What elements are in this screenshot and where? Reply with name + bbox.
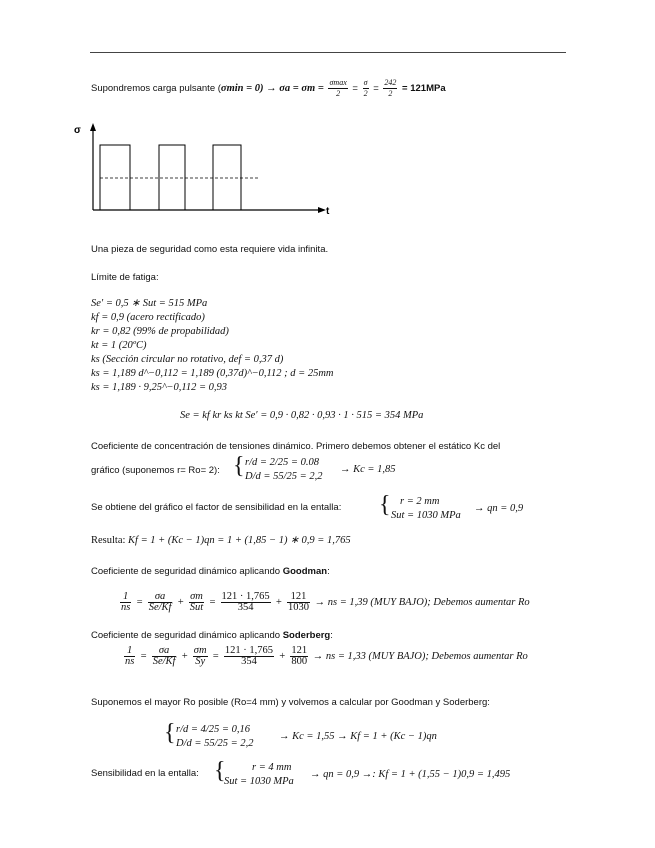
soderberg-lhs xyxy=(124,646,135,667)
soderberg-title-post: : xyxy=(330,630,333,641)
frac-den: 1030 xyxy=(288,602,310,613)
soderberg-title xyxy=(91,630,333,642)
fraction-242 xyxy=(383,78,397,99)
goodman-title xyxy=(91,566,330,578)
pulsating-load-line xyxy=(91,78,446,99)
fatigue-line-kt: kt = 1 (20ºC) xyxy=(91,340,147,351)
goodman-title-bold: Goodman xyxy=(282,566,328,577)
soderberg-num1 xyxy=(224,646,274,667)
kc-brace: { xyxy=(233,453,245,479)
sens-result: → qn = 0,9 →: Kf = 1 + (1,55 − 1)0,9 = 1,495 xyxy=(310,769,511,780)
resulta-label: Resulta: xyxy=(91,535,126,546)
fatigue-title: Límite de fatiga: xyxy=(91,272,159,283)
frac-num: 121 · 1,765 xyxy=(221,591,270,602)
fatigue-line-se-prime: Se′ = 0,5 ∗ Sut = 515 MPa xyxy=(91,298,208,309)
sigma-min: σmin = 0) → xyxy=(220,83,280,95)
frac-den: 2 xyxy=(388,89,393,98)
frac-den: Sy xyxy=(195,656,206,667)
goodman-title-post: : xyxy=(327,566,330,577)
frac-den: 800 xyxy=(291,656,308,667)
kc-text-2: gráfico (suponemos r= Ro= 2): xyxy=(91,465,220,476)
kc-result: → Kc = 1,85 xyxy=(340,464,396,475)
fatigue-line-kr: kr = 0,82 (99% de propabilidad) xyxy=(91,326,229,337)
y-axis-label: σ xyxy=(74,125,81,136)
ro-sys-1: r/d = 4/25 = 0,16 xyxy=(176,724,250,735)
frac-num: σ xyxy=(363,78,368,87)
frac-den: ns xyxy=(125,656,135,667)
frac-den: Se/Kf xyxy=(148,602,172,613)
goodman-num1 xyxy=(221,592,271,613)
frac-den: 2 xyxy=(363,89,368,98)
frac-den: Se/Kf xyxy=(152,656,176,667)
se-equation: Se = kf kr ks kt Se′ = 0,9 · 0,82 · 0,93 · 1 · 515 = 354 MPa xyxy=(180,410,424,421)
frac-num: σm xyxy=(193,645,207,656)
frac-num: σa xyxy=(148,592,173,603)
y-axis-arrow xyxy=(90,123,96,131)
q-result: → qn = 0,9 xyxy=(474,503,524,514)
fatigue-line-ks-formula: ks = 1,189 d^−0,112 = 1,189 (0,37d)^−0,112 ; d = 25mm xyxy=(91,368,334,379)
frac-num: 121 xyxy=(291,645,308,656)
frac-den: 2 xyxy=(336,89,341,98)
pulse-wave xyxy=(100,145,241,210)
frac-num: 121 · 1,765 xyxy=(224,645,274,656)
soderberg-equation: $\frac{1}{ns}$ = $\frac{\sigma a}{Se/Kf}$ + $\frac{\sigma m}{Sy}$ = $\frac{121 \cdot 1,765}{354}$ + $\frac{121}{800}$ → ns = 1,33 (MUY BAJO); Debemos aumentar Ro xyxy=(125,645,528,667)
soderberg-title-bold: Soderberg xyxy=(282,630,331,641)
frac-num: 242 xyxy=(384,78,397,87)
sens-sys-2: Sut = 1030 MPa xyxy=(224,776,294,787)
q-text: Se obtiene del gráfico el factor de sensibilidad en la entalla: xyxy=(91,502,342,513)
sens-sys-1: r = 4 mm xyxy=(252,762,292,773)
q-sys-1: r = 2 mm xyxy=(400,496,440,507)
goodman-term2 xyxy=(189,592,204,613)
soderberg-term1 xyxy=(152,646,177,667)
q-brace: { xyxy=(379,492,391,518)
x-axis-label: t xyxy=(326,206,330,217)
kc-sys-2: D/d = 55/25 = 2,2 xyxy=(245,471,323,482)
fatigue-line-ks-def: ks (Sección circular no rotativo, def = 0,37 d) xyxy=(91,354,284,365)
pulsating-load-graph xyxy=(70,120,340,220)
soderberg-title-pre: Coeficiente de seguridad dinámico aplicando xyxy=(91,630,283,641)
frac-den: Sut xyxy=(189,602,204,613)
goodman-equation: $\frac{1}{ns}$ = $\frac{\sigma a}{Se/Kf}$ + $\frac{\sigma m}{\text{Sut}}$ = $\frac{121 \cdot 1,765}{354}$ + $\frac{121}{1030}$ → ns = 1,39 (MUY BAJO); Debemos aumentar Ro xyxy=(121,591,530,613)
fraction-sigma-max xyxy=(328,78,347,99)
frac-den: 354 xyxy=(237,602,254,613)
result-121mpa: = 121MPa xyxy=(399,83,446,95)
fatigue-line-kf: kf = 0,9 (acero rectificado) xyxy=(91,312,205,323)
frac-num: 121 xyxy=(287,592,310,603)
x-axis-arrow xyxy=(318,207,326,213)
frac-num: 1 xyxy=(120,592,131,603)
resulta-equation: Kf = 1 + (Kc − 1)qn = 1 + (1,85 − 1) ∗ 0,9 = 1,765 xyxy=(128,535,351,546)
resulta-line xyxy=(91,535,351,547)
ro-result: → Kc = 1,55 → Kf = 1 + (Kc − 1)qn xyxy=(279,731,437,742)
soderberg-result: → ns = 1,33 (MUY BAJO); Debemos aumentar Ro xyxy=(312,650,528,662)
frac-num: σa xyxy=(152,646,177,657)
goodman-title-pre: Coeficiente de seguridad dinámico aplicando xyxy=(91,566,283,577)
goodman-term1 xyxy=(148,592,173,613)
soderberg-term2 xyxy=(193,646,208,667)
frac-num: 1 xyxy=(124,646,135,657)
ro-text: Suponemos el mayor Ro posible (Ro=4 mm) y volvemos a calcular por Goodman y Soderberg: xyxy=(91,697,490,708)
goodman-result: → ns = 1,39 (MUY BAJO); Debemos aumentar Ro xyxy=(314,596,530,608)
sens-brace: { xyxy=(214,758,226,784)
q-sys-2: Sut = 1030 MPa xyxy=(391,510,461,521)
frac-num: σmax xyxy=(329,78,347,87)
frac-den: ns xyxy=(121,602,131,613)
fraction-sigma xyxy=(363,78,369,99)
kc-text-1: Coeficiente de concentración de tensiones dinámico. Primero debemos obtener el estático Kc del xyxy=(91,441,501,452)
pulsating-load-text: Supondremos carga pulsante ( xyxy=(91,83,221,95)
ro-sys-2: D/d = 55/25 = 2,2 xyxy=(176,738,254,749)
sens-label: Sensibilidad en la entalla: xyxy=(91,768,199,779)
goodman-num2 xyxy=(287,592,310,613)
infinite-life-text: Una pieza de seguridad como esta requiere vida infinita. xyxy=(91,244,329,255)
fatigue-line-ks-value: ks = 1,189 · 9,25^−0,112 = 0,93 xyxy=(91,382,228,393)
top-rule xyxy=(90,52,566,53)
frac-num: σm xyxy=(190,591,203,602)
ro-brace: { xyxy=(164,720,176,746)
kc-sys-1: r/d = 2/25 = 0.08 xyxy=(245,457,319,468)
goodman-lhs xyxy=(120,592,131,613)
soderberg-num2 xyxy=(290,646,308,667)
frac-den: 354 xyxy=(241,656,257,667)
equals: = xyxy=(349,83,361,95)
sigma-a-m: σa = σm = xyxy=(279,83,327,95)
equals: = xyxy=(370,83,382,95)
